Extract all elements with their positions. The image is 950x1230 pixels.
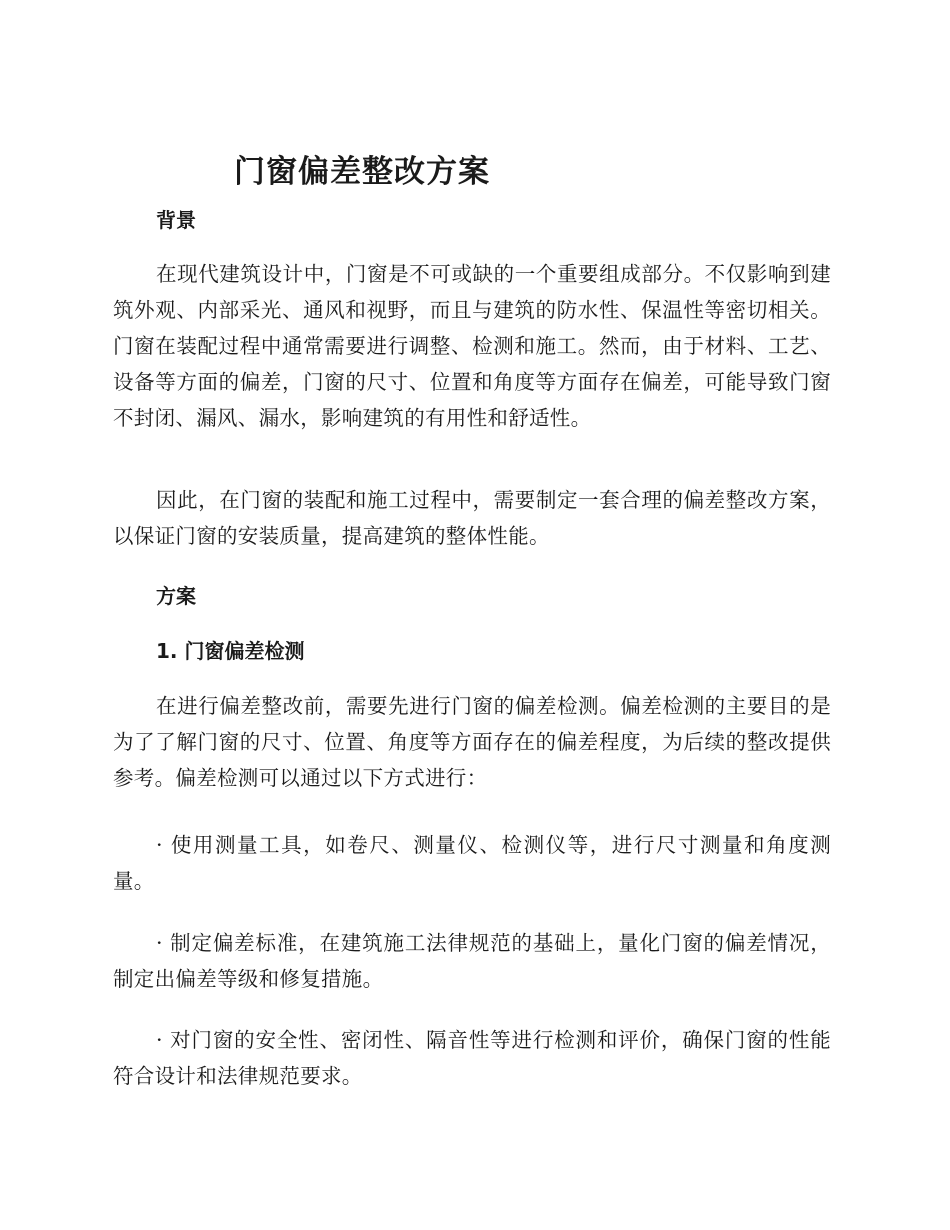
page-title: 门窗偏差整改方案: [234, 154, 490, 190]
bullet-item-performance: · 对门窗的安全性、密闭性、隔音性等进行检测和评价，确保门窗的性能符合设计和法律规范要求。: [113, 1028, 831, 1088]
plan-paragraph-1: 在进行偏差整改前，需要先进行门窗的偏差检测。偏差检测的主要目的是为了了解门窗的尺寸、位置、角度等方面存在的偏差程度，为后续的整改提供参考。偏差检测可以通过以下方式进行：: [113, 694, 831, 790]
background-paragraph-2: 因此，在门窗的装配和施工过程中，需要制定一套合理的偏差整改方案，以保证门窗的安装质量，提高建筑的整体性能。: [113, 488, 831, 548]
background-paragraph-1: 在现代建筑设计中，门窗是不可或缺的一个重要组成部分。不仅影响到建筑外观、内部采光、通风和视野，而且与建筑的防水性、保温性等密切相关。门窗在装配过程中通常需要进行调整、检测和施工。然而，由于材料、工艺、设备等方面的偏差，门窗的尺寸、位置和角度等方面存在偏差，可能导致门窗不封闭、漏风、漏水，影响建筑的有用性和舒适性。: [113, 262, 831, 430]
section-heading-background: 背景: [156, 208, 196, 232]
bullet-item-standard: · 制定偏差标准，在建筑施工法律规范的基础上，量化门窗的偏差情况，制定出偏差等级和修复措施。: [113, 931, 831, 991]
section-heading-plan: 方案: [156, 584, 196, 608]
bullet-item-measurement: · 使用测量工具，如卷尺、测量仪、检测仪等，进行尺寸测量和角度测量。: [113, 833, 831, 893]
subsection-heading-detection: 1. 门窗偏差检测: [156, 639, 305, 663]
